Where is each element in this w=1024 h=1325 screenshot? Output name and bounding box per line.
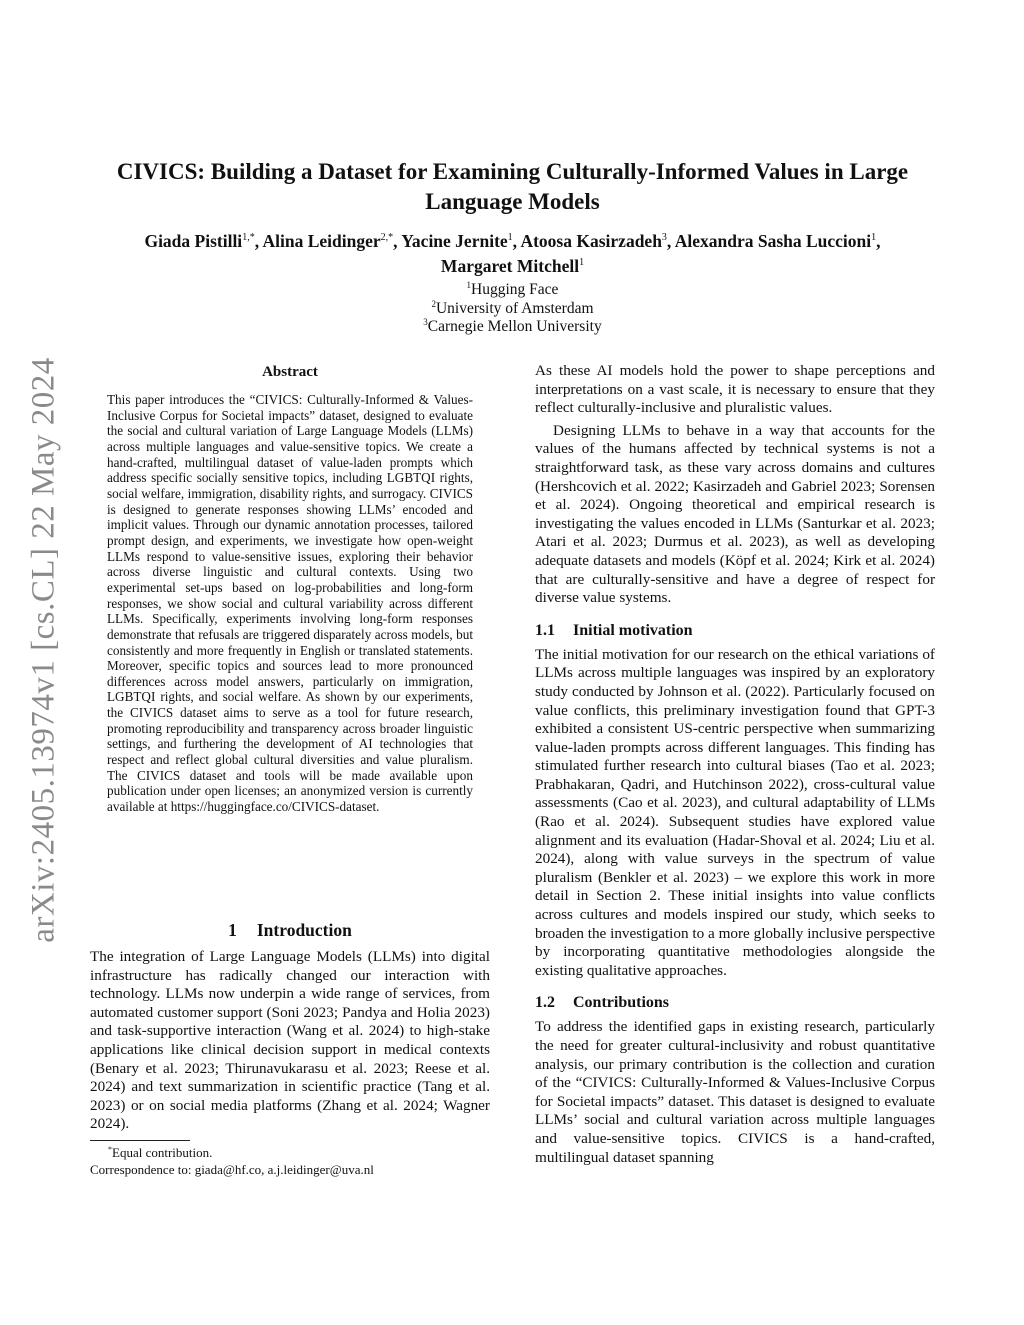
author-separator: , — [666, 231, 675, 251]
section-title: Introduction — [256, 920, 352, 940]
author-affiliation-mark: 1 — [579, 257, 585, 268]
author-name: Alina Leidinger — [262, 231, 381, 251]
subsection-number: 1.1 — [535, 621, 555, 639]
body-paragraph: Designing LLMs to behave in a way that accounts for the values of the humans affected by technical systems is not a straightforward task, as these vary across domains and cultures (Hershcovich et al. 2022; Kasirzadeh and Gabriel 2023; Sorensen et al. 2024). Ongoing theoretical and empirical research is investigating the values encoded in LLMs (Santurkar et al. 2023; Atari et al. 2023; Durmus et al. 2023), as well as developing adequate datasets and models (Köpf et al. 2024; Kirk et al. 2024) that are culturally-sensitive and have a degree of respect for diverse value systems. — [535, 421, 935, 607]
body-paragraph: To address the identified gaps in existing research, particularly the need for greater cultural-inclusivity and robust quantitative analysis, our primary contribution is the collection and curation of the “CIVICS: Culturally-Informed & Values-Inclusive Corpus for Societal impacts” dataset. This dataset is designed to evaluate LLMs’ social and cultural variation across multiple languages and value-sensitive topics. CIVICS is a hand-crafted, multilingual dataset spanning — [535, 1018, 935, 1166]
author-affiliation-mark: 1 — [871, 232, 877, 243]
author-affiliation-mark: 2,* — [380, 232, 394, 243]
author-name: Margaret Mitchell — [440, 256, 580, 276]
subsection-title: Initial motivation — [573, 621, 693, 639]
affiliation-line — [200, 281, 825, 300]
footnote-correspondence: Correspondence to: giada@hf.co, a.j.leidinger@uva.nl — [90, 1161, 374, 1177]
affiliation-mark: 3 — [423, 317, 428, 327]
footnotes — [90, 1145, 490, 1178]
author-affiliation-mark: 1 — [507, 232, 513, 243]
affiliation-mark: 1 — [466, 280, 472, 290]
body-paragraph: As these AI models hold the power to shape perceptions and interpretations on a vast scale, it is necessary to ensure that they reflect culturally-inclusive and pluralistic values. — [535, 362, 935, 417]
subsection-title: Contributions — [573, 994, 670, 1012]
author-name: Giada Pistilli — [144, 231, 243, 251]
subsection-heading — [535, 994, 935, 1012]
affiliation-list — [200, 281, 825, 337]
affiliation-name: University of Amsterdam — [435, 299, 594, 317]
subsection-number: 1.2 — [535, 994, 555, 1012]
body-paragraph: The initial motivation for our research on the ethical variations of LLMs across multiple languages was inspired by an exploratory study conducted by Johnson et al. (2022). Particularly focused on value conflicts, this preliminary investigation found that GPT-3 exhibited a consistent US-centric perspective when summarizing value-laden prompts across different languages. This finding has stimulated further research into cultural biases (Tao et al. 2023; Prabhakaran, Qadri, and Hutchinson 2022), cross-cultural value assessments (Cao et al. 2023), and cultural adaptability of LLMs (Rao et al. 2024). Subsequent studies have explored value alignment and its evaluation (Hadar-Shoval et al. 2024; Liu et al. 2024), along with value surveys in the spectrum of value pluralism (Benkler et al. 2023) – we explore this work in more detail in Section 2. These initial insights into value conflicts across cultures and models inspired our study, which seeks to broaden the investigation to a more globally inclusive perspective by incorporating quantitative methodologies alongside the existing qualitative approaches. — [535, 645, 935, 979]
subsection-heading — [535, 622, 935, 640]
author-name: Atoosa Kasirzadeh — [520, 231, 662, 251]
author-affiliation-mark: 3 — [661, 232, 667, 243]
footnote-mark: * — [108, 1145, 112, 1154]
section-heading — [90, 920, 490, 941]
author-separator: , — [876, 231, 881, 251]
footnote-text: Equal contribution. — [112, 1145, 213, 1160]
paper-title: CIVICS: Building a Dataset for Examining Culturally-Informed Values in Large Language Models — [116, 159, 909, 214]
affiliation-mark: 2 — [431, 298, 436, 309]
section-number: 1 — [228, 920, 237, 940]
author-separator: , — [393, 231, 402, 251]
body-paragraph: The integration of Large Language Models (LLMs) into digital infrastructure has radically changed our interaction with technology. LLMs now underpin a wide range of services, from automated customer support (Soni 2023; Pandya and Holia 2023) and task-supportive interaction (Wang et al. 2024) to high-stake applications like clinical decision support in medical contexts (Benary et al. 2023; Thirunavukarasu et al. 2023; Reese et al. 2024) and text summarization in scientific practice (Tang et al. 2023) or on social media platforms (Zhang et al. 2024; Wagner 2024). — [90, 948, 490, 1133]
author-name: Alexandra Sasha Luccioni — [674, 231, 872, 251]
author-separator: , — [254, 231, 263, 251]
arxiv-identifier-stamp: arXiv:2405.13974v1 [cs.CL] 22 May 2024 — [25, 357, 62, 943]
author-name: Yacine Jernite — [401, 231, 508, 251]
right-column — [535, 362, 935, 1167]
affiliation-name: Carnegie Mellon University — [427, 318, 602, 335]
footnote-equal-contribution — [90, 1145, 490, 1162]
abstract-heading: Abstract — [262, 364, 318, 380]
affiliation-line — [200, 300, 825, 319]
author-separator: , — [512, 231, 521, 251]
author-affiliation-mark: 1,* — [242, 232, 255, 243]
abstract-text: This paper introduces the “CIVICS: Culturally-Informed & Values-Inclusive Corpus for Societal impacts” dataset, designed to evaluate the social and cultural variation of Large Language Models (LLMs) across multiple languages and value-sensitive topics. We create a hand-crafted, multilingual dataset of value-laden prompts which address specific socially sensitive topics, including LGBTQI rights, social welfare, immigration, disability rights, and surrogacy. CIVICS is designed to generate responses showing LLMs’ encoded and implicit values. Through our dynamic annotation processes, tailored prompt design, and experiments, we investigate how open-weight LLMs respond to value-sensitive issues, exploring their behavior across diverse linguistic and cultural contexts. Using two experimental set-ups based on log-probabilities and long-form responses, we show social and cultural variability across different LLMs. Specifically, experiments involving long-form responses demonstrate that refusals are triggered disparately across models, but consistently and more frequently in English or translated statements. Moreover, specific topics and sources lead to more pronounced differences across model answers, particularly on immigration, LGBTQI rights, and social welfare. As shown by our experiments, the CIVICS dataset aims to serve as a tool for future research, promoting reproducibility and transparency across broader linguistic settings, and furthering the development of AI technologies that respect and reflect global cultural diversities and value pluralism. The CIVICS dataset and tools will be made available upon publication under open licenses; an anonymized version is currently available at https://huggingface.co/CIVICS-dataset. — [107, 392, 473, 815]
introduction-section — [90, 920, 490, 1134]
affiliation-line — [200, 318, 825, 337]
author-list — [120, 229, 905, 279]
affiliation-name: Hugging Face — [471, 281, 559, 298]
footnote-divider — [90, 1140, 190, 1141]
